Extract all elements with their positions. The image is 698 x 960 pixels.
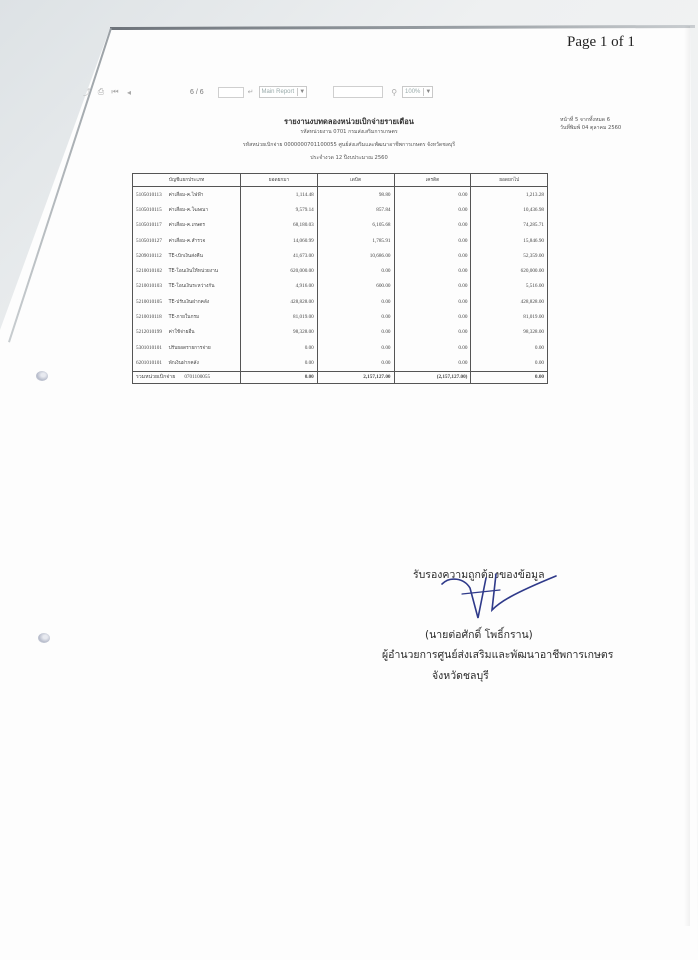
search-input[interactable]: [333, 86, 383, 98]
account-name: ค่าเสื่อม-ค.สำรวจ: [168, 238, 206, 244]
header-account: บัญชีแยกประเภท: [133, 174, 241, 187]
signer-province: จังหวัดชลบุรี: [432, 670, 489, 682]
carried-forward-cell: 81,019.00: [471, 309, 548, 324]
total-label: รวมหน่วยเบิกจ่าย: [136, 374, 176, 381]
carried-forward-cell: 15,846.90: [471, 233, 548, 248]
hole-punch-mark: [36, 371, 48, 381]
total-debit: 2,157,127.00: [317, 371, 394, 383]
hole-punch-mark: [38, 633, 50, 643]
disbursement-unit-line: รหัสหน่วยเบิกจ่าย 0000000701100055 ศูนย์ส่งเสริมและพัฒนาอาชีพการเกษตร จังหวัดชลบุรี: [242, 142, 456, 148]
report-title: รายงานงบทดลองหน่วยเบิกจ่ายรายเดือน: [284, 117, 414, 126]
account-cell: [133, 218, 241, 233]
account-cell: [133, 355, 241, 371]
table-row: [133, 233, 548, 248]
brought-forward-cell: 41,673.00: [241, 248, 318, 263]
carried-forward-cell: 98,328.00: [471, 325, 548, 340]
credit-cell: 0.00: [394, 218, 471, 233]
credit-cell: 0.00: [394, 325, 471, 340]
account-code: 5210010118: [136, 314, 162, 321]
report-viewer-toolbar: [82, 84, 433, 100]
table-row: [133, 294, 548, 309]
header-debit: เดบิต: [317, 174, 394, 187]
debit-cell: 0.00: [317, 294, 394, 309]
account-code: 5105010113: [136, 191, 162, 198]
carried-forward-cell: 52,359.00: [471, 248, 548, 263]
credit-cell: 0.00: [394, 340, 471, 355]
account-cell: [133, 202, 241, 217]
account-name: ค่าเสื่อม-ค.โฆษณา: [168, 207, 209, 213]
credit-cell: 0.00: [394, 279, 471, 294]
brought-forward-cell: 14,060.99: [241, 233, 318, 248]
carried-forward-cell: 0.00: [471, 355, 548, 371]
previous-page-icon[interactable]: ◂: [126, 87, 131, 97]
agency-line: รหัสหน่วยงาน 0701 กรมส่งเสริมการเกษตร: [300, 129, 398, 135]
account-cell: [133, 309, 241, 324]
account-cell: [133, 325, 241, 340]
print-date: วันที่พิมพ์ 04 ตุลาคม 2560: [560, 125, 622, 131]
total-credit: (2,157,127.00): [394, 371, 471, 383]
account-cell: [133, 248, 241, 263]
carried-forward-cell: 1,213.28: [471, 187, 548, 203]
account-code: 5210010103: [136, 283, 162, 290]
account-code: 5210010105: [136, 298, 162, 305]
page-counter: 6 / 6: [190, 88, 204, 96]
table-row: [133, 325, 548, 340]
credit-cell: 0.00: [394, 294, 471, 309]
brought-forward-cell: 0.00: [241, 340, 318, 355]
account-name: TE-เบิกเงินส่งคืน: [168, 253, 203, 259]
account-code: 5210010102: [136, 268, 162, 275]
table-header-row: [133, 174, 548, 187]
account-code: 5105010127: [136, 237, 162, 244]
account-name: พักเงินฝากคลัง: [168, 360, 199, 366]
credit-cell: 0.00: [394, 355, 471, 371]
carried-forward-cell: 0.00: [471, 340, 548, 355]
credit-cell: 0.00: [394, 233, 471, 248]
account-name: TE-ปรับเงินฝากคลัง: [168, 299, 210, 305]
debit-cell: 1,785.91: [317, 233, 394, 248]
table-row: [133, 202, 548, 217]
total-unit-code: 0701100055: [184, 374, 211, 381]
account-name: ค่าใช้จ่ายอื่น: [168, 330, 195, 336]
credit-cell: 0.00: [394, 309, 471, 324]
total-label-cell: [133, 371, 241, 383]
total-row: [133, 371, 548, 383]
export-icon[interactable]: ⤴: [83, 87, 91, 97]
handwritten-signature: [440, 572, 560, 624]
account-cell: [133, 187, 241, 203]
account-cell: [133, 340, 241, 355]
debit-cell: 98.80: [317, 187, 394, 203]
account-name: TE-โอนเงินระหว่างกัน: [168, 284, 215, 290]
account-code: 5212010199: [136, 329, 162, 336]
debit-cell: 600.00: [317, 279, 394, 294]
debit-cell: 0.00: [317, 355, 394, 371]
total-brought-forward: 0.00: [241, 371, 318, 383]
header-credit: เครดิต: [394, 174, 471, 187]
brought-forward-cell: 0.00: [241, 355, 318, 371]
account-cell: [133, 263, 241, 278]
account-code: 5105010115: [136, 206, 162, 213]
account-name: ค่าเสื่อม-ค.เกษตร: [168, 223, 205, 229]
brought-forward-cell: 1,114.48: [241, 187, 318, 203]
carried-forward-cell: 10,436.98: [471, 202, 548, 217]
account-code: 5209010112: [136, 252, 162, 259]
table-row: [133, 218, 548, 233]
account-name: TE-โอนเงินให้หน่วยงาน: [168, 269, 219, 275]
binoculars-search-icon[interactable]: ⚲: [391, 87, 398, 97]
header-brought-forward: ยอดยกมา: [241, 174, 318, 187]
credit-cell: 0.00: [394, 263, 471, 278]
credit-cell: 0.00: [394, 248, 471, 263]
debit-cell: 0.00: [317, 340, 394, 355]
table-row: [133, 279, 548, 294]
signer-position: ผู้อำนวยการศูนย์ส่งเสริมและพัฒนาอาชีพการเกษตร: [382, 649, 614, 661]
debit-cell: 0.00: [317, 309, 394, 324]
brought-forward-cell: 81,019.00: [241, 309, 318, 324]
report-select[interactable]: [259, 86, 308, 98]
account-code: 6201010101: [136, 359, 162, 366]
report-select-value: Main Report: [261, 89, 295, 95]
page-meta: หน้าที่ 5 จากทั้งหมด 6: [560, 117, 611, 123]
table-row: [133, 340, 548, 355]
go-to-page-input[interactable]: [218, 87, 244, 98]
brought-forward-cell: 428,828.00: [241, 294, 318, 309]
table-row: [133, 355, 548, 371]
print-icon[interactable]: ⎙: [97, 87, 105, 96]
page-label: Page 1 of 1: [567, 34, 635, 50]
debit-cell: 857.84: [317, 202, 394, 217]
zoom-select-value: 100%: [405, 89, 421, 95]
header-carried-forward: ยอดยกไป: [471, 174, 548, 187]
zoom-select[interactable]: [402, 86, 433, 98]
carried-forward-cell: 5,516.00: [471, 279, 548, 294]
chevron-down-icon: ▼: [423, 88, 432, 96]
signer-name: (นายต่อศักดิ์ โพธิ์กราน): [425, 629, 533, 641]
total-carried-forward: 0.00: [471, 371, 548, 383]
credit-cell: 0.00: [394, 187, 471, 203]
account-name: ค่าเสื่อม-ค.ไฟฟ้า: [168, 192, 204, 198]
account-code: 5301010101: [136, 344, 162, 351]
table-row: [133, 309, 548, 324]
brought-forward-cell: 620,000.00: [241, 263, 318, 278]
account-name: TE-ภายในกรม: [168, 315, 200, 321]
credit-cell: 0.00: [394, 202, 471, 217]
table-row: [133, 263, 548, 278]
table-row: [133, 187, 548, 203]
carried-forward-cell: 74,285.71: [471, 218, 548, 233]
brought-forward-cell: 9,579.14: [241, 202, 318, 217]
debit-cell: 10,686.00: [317, 248, 394, 263]
debit-cell: 6,105.68: [317, 218, 394, 233]
account-cell: [133, 279, 241, 294]
debit-cell: 0.00: [317, 263, 394, 278]
brought-forward-cell: 98,328.00: [241, 325, 318, 340]
go-to-page-icon[interactable]: ↵: [247, 89, 254, 96]
chevron-down-icon: ▼: [297, 88, 306, 96]
carried-forward-cell: 620,000.00: [471, 263, 548, 278]
account-name: ปรับยอดรายการจ่าย: [168, 345, 211, 351]
period-line: ประจำงวด 12 ปีงบประมาณ 2560: [310, 155, 388, 161]
brought-forward-cell: 4,916.00: [241, 279, 318, 294]
debit-cell: 0.00: [317, 325, 394, 340]
carried-forward-cell: 428,828.00: [471, 294, 548, 309]
account-code: 5105010117: [136, 222, 162, 229]
table-body: [133, 187, 548, 372]
first-page-icon[interactable]: ⏮: [111, 87, 119, 96]
table-row: [133, 248, 548, 263]
trial-balance-table: [132, 173, 548, 384]
account-cell: [133, 294, 241, 309]
certification-statement: รับรองความถูกต้องของข้อมูล: [413, 569, 545, 581]
account-cell: [133, 233, 241, 248]
brought-forward-cell: 68,180.03: [241, 218, 318, 233]
